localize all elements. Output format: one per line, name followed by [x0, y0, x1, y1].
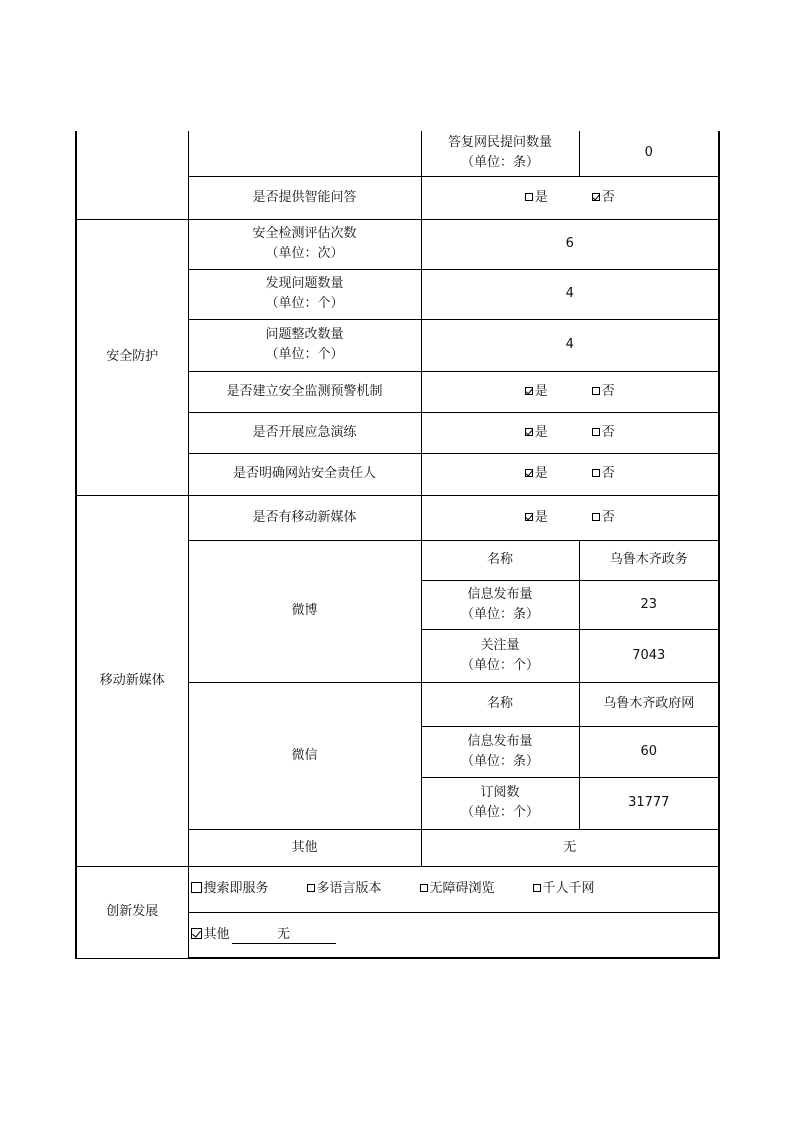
smart-qa-yes[interactable]: 是: [525, 188, 548, 208]
unchecked-box-icon: [307, 884, 315, 892]
other-value-field[interactable]: 无: [232, 927, 336, 944]
unchecked-box-icon: [592, 469, 600, 477]
unchecked-box-icon: [525, 193, 533, 201]
checked-box-icon: [525, 513, 533, 521]
drills-yes[interactable]: 是: [525, 423, 548, 443]
unchecked-box-icon: [533, 884, 541, 892]
responsible-no[interactable]: 否: [592, 464, 615, 484]
drills-no[interactable]: 否: [592, 423, 615, 443]
weibo-followers-value: 7043: [579, 629, 719, 682]
checked-box-icon: [525, 387, 533, 395]
weibo-name-value: 乌鲁木齐政务: [579, 540, 719, 580]
blank-cell: [188, 131, 421, 176]
innovation-section-label: 创新发展: [76, 866, 188, 958]
has-media-row: [76, 495, 719, 540]
checked-box-icon: [191, 928, 202, 939]
mobile-other-label: 其他: [188, 829, 421, 866]
replies-row: [76, 131, 719, 176]
drills-label: 是否开展应急演练: [188, 412, 421, 453]
replies-value: 0: [579, 131, 719, 176]
unchecked-box-icon: [592, 387, 600, 395]
responsible-options: [421, 453, 719, 495]
has-media-yes[interactable]: 是: [525, 508, 548, 528]
smart-qa-label: 是否提供智能问答: [188, 176, 421, 219]
assessments-value: 6: [421, 219, 719, 269]
drills-options: [421, 412, 719, 453]
wechat-label: 微信: [188, 682, 421, 829]
weibo-followers-label: 关注量 （单位：个）: [421, 629, 579, 682]
wechat-name-label: 名称: [421, 682, 579, 726]
security-section-label: 安全防护: [76, 219, 188, 495]
option-personalized[interactable]: 千人千网: [533, 879, 595, 899]
option-accessibility[interactable]: 无障碍浏览: [420, 879, 495, 899]
innovation-other: [188, 912, 719, 958]
smart-qa-options: [421, 176, 719, 219]
has-media-no[interactable]: 否: [592, 508, 615, 528]
monitoring-label: 是否建立安全监测预警机制: [188, 371, 421, 412]
smart-qa-no[interactable]: 否: [592, 188, 615, 208]
checked-box-icon: [525, 428, 533, 436]
checked-box-icon: [525, 469, 533, 477]
monitoring-options: [421, 371, 719, 412]
weibo-name-label: 名称: [421, 540, 579, 580]
weibo-posts-value: 23: [579, 580, 719, 629]
issues-found-label: 发现问题数量 （单位：个）: [188, 269, 421, 319]
checked-box-icon: [592, 193, 600, 201]
issues-fixed-label: 问题整改数量 （单位：个）: [188, 319, 421, 371]
issues-fixed-value: 4: [421, 319, 719, 371]
option-search-service[interactable]: 搜索即服务: [191, 879, 269, 899]
monitoring-yes[interactable]: 是: [525, 382, 548, 402]
wechat-subs-value: 31777: [579, 777, 719, 829]
monitoring-no[interactable]: 否: [592, 382, 615, 402]
unchecked-box-icon: [592, 428, 600, 436]
replies-label: 答复网民提问数量 （单位：条）: [421, 131, 579, 176]
unchecked-box-icon: [592, 513, 600, 521]
website-report-table: [75, 131, 720, 959]
responsible-yes[interactable]: 是: [525, 464, 548, 484]
wechat-posts-value: 60: [579, 726, 719, 777]
has-media-options: [421, 495, 719, 540]
responsible-label: 是否明确网站安全责任人: [188, 453, 421, 495]
innovation-options: [188, 866, 719, 912]
wechat-name-value: 乌鲁木齐政府网: [579, 682, 719, 726]
mobile-other-value: 无: [421, 829, 719, 866]
has-media-label: 是否有移动新媒体: [188, 495, 421, 540]
option-multilingual[interactable]: 多语言版本: [307, 879, 382, 899]
issues-found-value: 4: [421, 269, 719, 319]
weibo-posts-label: 信息发布量 （单位：条）: [421, 580, 579, 629]
section-cell-continued: [76, 131, 188, 219]
wechat-subs-label: 订阅数 （单位：个）: [421, 777, 579, 829]
innovation-options-row: [76, 866, 719, 912]
unchecked-box-icon: [420, 884, 428, 892]
assessments-label: 安全检测评估次数 （单位：次）: [188, 219, 421, 269]
unchecked-box-icon: [191, 882, 202, 893]
wechat-posts-label: 信息发布量 （单位：条）: [421, 726, 579, 777]
option-other[interactable]: 其他: [191, 925, 230, 945]
mobile-section-label: 移动新媒体: [76, 495, 188, 866]
weibo-label: 微博: [188, 540, 421, 682]
security-assessments-row: [76, 219, 719, 269]
